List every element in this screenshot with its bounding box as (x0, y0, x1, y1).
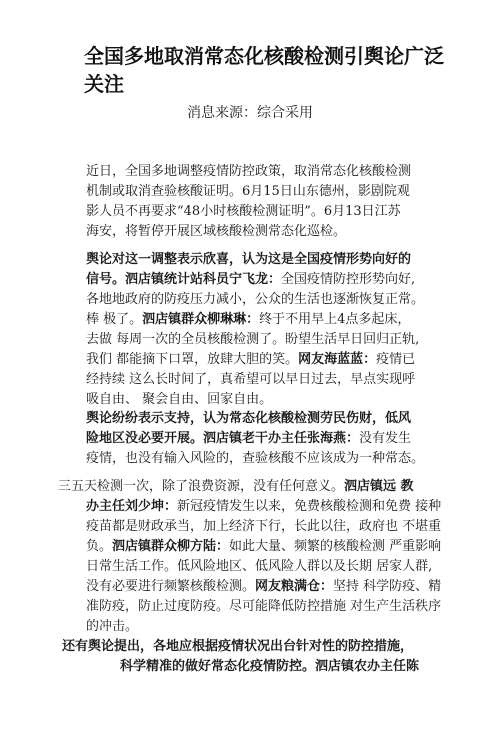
bold-text-run: 科学精准的做好常态化疫情防控。泗店镇农办主任陈 (120, 659, 420, 674)
paragraph-line (86, 497, 442, 517)
text-run: 机制或取消查验核酸证明。6月15日山东德州，影剧院观 (86, 184, 410, 199)
bold-text-run: 网友海蓝蓝： (298, 352, 377, 367)
paragraph-cost-concerns (58, 477, 442, 637)
paragraph-line (86, 409, 454, 429)
text-run: 没有必要进行频繁核酸检测。 (86, 579, 256, 594)
paragraph-line (86, 162, 432, 182)
paragraph-policy-adjustment (86, 162, 432, 242)
bold-text-run: 还有舆论提出，各地应根据疫情状况出台针对性的防控措施， (62, 639, 414, 654)
paragraph-line (86, 517, 442, 537)
bold-text-run: 舆论对这一调整表示欣喜，认为这是全国疫情形势向好的 (86, 252, 412, 267)
paragraph-line (62, 657, 466, 677)
paragraph-line (86, 222, 432, 242)
text-run: 新冠疫情发生以来，免费核酸检测和免费 接种 (177, 499, 442, 514)
bold-text-run: 泗店镇群众柳琳琳： (142, 312, 260, 327)
paragraph-targeted-measures (62, 637, 466, 677)
paragraph-line (86, 330, 434, 350)
bold-text-run: 险地区没必要开展。泗店镇老干办主任张海燕： (86, 431, 360, 446)
text-run: 吸自由、 聚会自由、回家自由。 (86, 392, 273, 407)
paragraph-line (86, 182, 432, 202)
text-run: 的冲击。 (86, 619, 139, 634)
paragraph-line (86, 597, 442, 617)
text-run: 各地地政府的防疫压力减小，公众的生活也逐渐恢复正常。 (86, 292, 425, 307)
bold-text-run: 办主任刘少坤： (86, 499, 178, 514)
text-run: 准防疫，防止过度防疫。尽可能降低防控措施 对生产生活秩序 (86, 599, 442, 614)
text-run: 近日，全国多地调整疫情防控政策，取消常态化核酸检测 (86, 164, 412, 179)
text-run: 经持续 这么长时间了，真希望可以早日过去，早点实现呼 (86, 372, 416, 387)
paragraph-line (58, 477, 438, 497)
text-run: 负。 (86, 539, 113, 554)
paragraph-line (86, 350, 434, 370)
bold-text-run: 网友粮满仓： (255, 579, 334, 594)
text-run: 没有发生 (359, 431, 412, 446)
paragraph-line (86, 270, 434, 290)
text-run: 影人员不再要求“48小时核酸检测证明”。6月13日江苏 (86, 204, 401, 219)
bold-text-run: 信号。泗店镇统计站科员宁飞龙： (86, 272, 282, 287)
text-run: 海安，将暂停开展区域核酸检测常态化巡检。 (86, 224, 347, 239)
paragraph-public-joy (86, 250, 434, 410)
text-run: 终于不用早上4点多起床， (259, 312, 411, 327)
text-run: 疫情已 (376, 352, 416, 367)
text-run: 全国疫情防控形势向好, (281, 272, 416, 287)
text-run: 去做 每周一次的全员核酸检测了。盼望生活早日回归正轨, (86, 332, 420, 347)
text-run: 三五天检测一次，除了浪费资源，没有任何意义。 (58, 479, 345, 494)
news-source: 消息来源：综合采用 (187, 105, 313, 121)
text-run: 坚持 科学防疫、精 (333, 579, 442, 594)
paragraph-line (86, 390, 434, 410)
text-run: 我们 都能摘下口罩，放肆大胆的笑。 (86, 352, 299, 367)
text-run: 疫苗都是财政承当，加上经济下行，长此以往，政府也 不堪重 (86, 519, 442, 534)
bold-text-run: 舆论纷纷表示支持，认为常态化核酸检测劳民伤财，低风 (86, 411, 412, 426)
paragraph-line (86, 429, 454, 449)
bold-text-run: 泗店镇远 教 (344, 479, 414, 494)
paragraph-public-support (86, 409, 454, 469)
bold-text-run: 泗店镇群众柳方陆： (112, 539, 230, 554)
paragraph-line (86, 557, 438, 577)
text-run: 疫情，也没有输入风险的，查验核酸不应该成为一种常态。 (86, 451, 425, 466)
paragraph-line (86, 202, 432, 222)
text-run: 日常生活工作。低风险地区、低风险人群以及长期 居家人群, (86, 559, 433, 574)
paragraph-line (62, 637, 466, 657)
paragraph-line (86, 537, 442, 557)
paragraph-line (86, 310, 434, 330)
paragraph-line (86, 577, 442, 597)
paragraph-line (86, 370, 434, 390)
text-run: 如此大量、频繁的核酸检测 严重影响 (229, 539, 442, 554)
text-run: 棒 极了。 (86, 312, 143, 327)
paragraph-line (86, 617, 438, 637)
paragraph-line (86, 290, 434, 310)
paragraph-line (86, 449, 454, 469)
document-title: 全国多地取消常态化核酸检测引舆论广泛关注 (84, 44, 444, 96)
paragraph-line (86, 250, 434, 270)
